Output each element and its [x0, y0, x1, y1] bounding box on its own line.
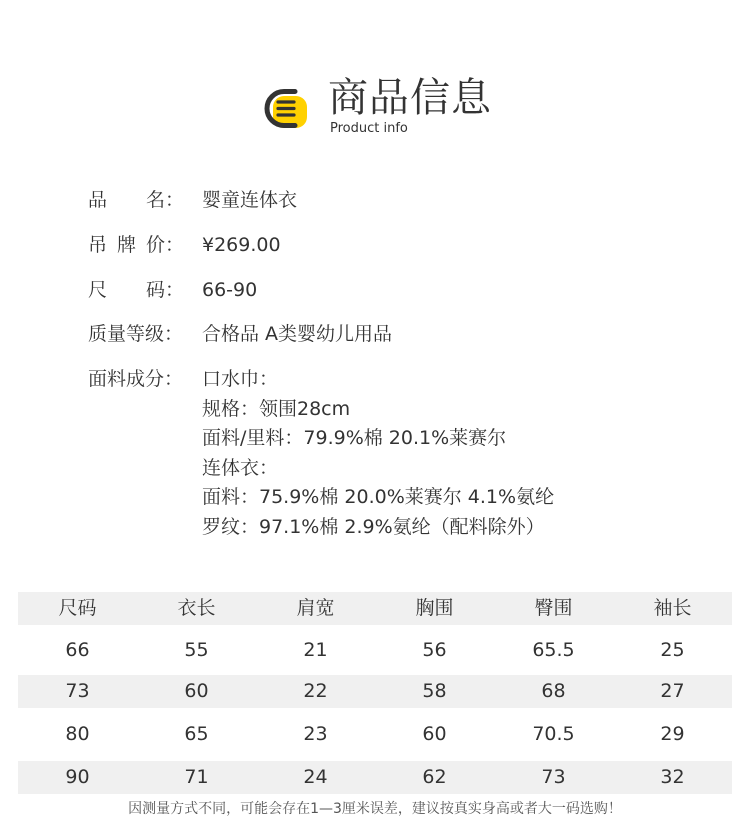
- table-cell: 90: [65, 766, 90, 788]
- table-cell: 73: [65, 680, 90, 702]
- fabric-line: 罗纹：97.1%棉 2.9%氨纶（配料除外）: [202, 515, 545, 538]
- measurement-note: 因测量方式不同，可能会存在1—3厘米误差，建议按真实身高或者大一码选购！: [128, 801, 622, 817]
- info-value-name: 婴童连体衣: [202, 189, 298, 211]
- table-cell: 58: [422, 680, 447, 702]
- table-row: [18, 675, 732, 708]
- info-label-char: 码：: [146, 279, 185, 301]
- table-header-cell: 臀围: [534, 597, 573, 619]
- table-cell: 55: [184, 639, 209, 661]
- info-label-char: 尺: [88, 279, 108, 301]
- table-cell: 29: [660, 723, 685, 745]
- table-cell: 73: [541, 766, 566, 788]
- size-table: [18, 592, 732, 794]
- table-cell: 60: [422, 723, 447, 745]
- table-cell: 68: [541, 680, 566, 702]
- table-cell: 65: [184, 723, 209, 745]
- info-label-char: 牌: [117, 234, 137, 256]
- table-header-row: [18, 592, 732, 625]
- info-value-price: ¥269.00: [202, 234, 281, 256]
- table-cell: 22: [303, 680, 328, 702]
- table-row: [18, 634, 732, 667]
- info-label-char: 吊: [88, 234, 108, 256]
- table-header-cell: 肩宽: [296, 597, 335, 619]
- fabric-line: 口水巾：: [202, 368, 279, 390]
- info-value-size: 66-90: [202, 279, 258, 301]
- table-cell: 21: [303, 639, 328, 661]
- info-label-grade: [88, 319, 198, 349]
- fabric-line: 面料：75.9%棉 20.0%莱赛尔 4.1%氨纶: [202, 486, 555, 509]
- info-label-price: [88, 230, 198, 260]
- info-label-fabric: [88, 364, 198, 394]
- section-title: 商品信息: [328, 75, 492, 121]
- info-label-char: 名：: [146, 189, 185, 211]
- document-lines-icon: [262, 86, 312, 136]
- table-cell: 71: [184, 766, 209, 788]
- fabric-composition: [202, 364, 554, 542]
- table-cell: 62: [422, 766, 447, 788]
- table-header-cell: 胸围: [415, 597, 454, 619]
- table-cell: 25: [660, 639, 685, 661]
- table-cell: 27: [660, 680, 685, 702]
- info-label-char: 价：: [146, 234, 185, 256]
- info-label-size: [88, 275, 198, 305]
- info-label-char: 品: [88, 189, 108, 211]
- table-cell: 66: [65, 639, 90, 661]
- fabric-line: 面料/里料：79.9%棉 20.1%莱赛尔: [202, 427, 507, 450]
- table-cell: 70.5: [532, 723, 575, 745]
- table-row: [18, 761, 732, 794]
- table-header-cell: 衣长: [177, 597, 216, 619]
- fabric-line: 规格：领围28cm: [202, 397, 351, 420]
- info-label-name: [88, 185, 198, 215]
- table-cell: 56: [422, 639, 447, 661]
- table-cell: 65.5: [532, 639, 575, 661]
- info-label-text: 质量等级：: [88, 323, 184, 345]
- table-cell: 60: [184, 680, 209, 702]
- info-label-text: 面料成分：: [88, 368, 184, 390]
- table-cell: 80: [65, 723, 90, 745]
- table-header-cell: 尺码: [58, 597, 97, 619]
- table-cell: 23: [303, 723, 328, 745]
- fabric-line: 连体衣：: [202, 456, 279, 479]
- info-value-grade: 合格品 A类婴幼儿用品: [202, 323, 393, 345]
- section-subtitle: Product info: [330, 121, 408, 136]
- table-cell: 24: [303, 766, 328, 788]
- table-cell: 32: [660, 766, 685, 788]
- table-header-cell: 袖长: [653, 597, 692, 619]
- table-row: [18, 718, 732, 751]
